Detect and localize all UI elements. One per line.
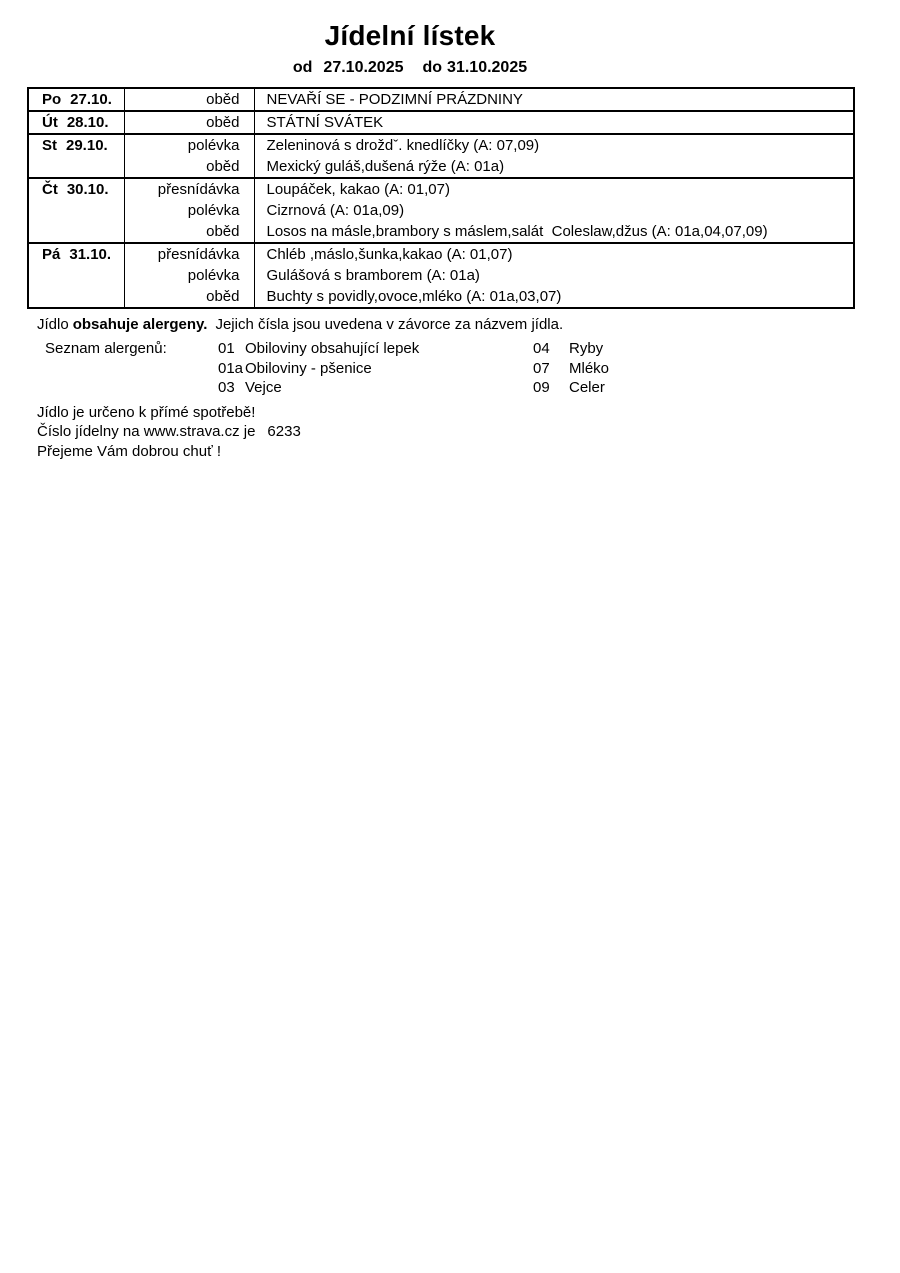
- canteen-number-text: Číslo jídelny na www.strava.cz je: [37, 423, 256, 440]
- meal-row: [28, 221, 854, 243]
- dish-cell: Loupáček, kakao (A: 01,07): [266, 181, 450, 198]
- allergen-note-suffix: Jejich čísla jsou uvedena v závorce za názvem jídla.: [215, 316, 564, 333]
- meal-type-cell: oběd: [124, 221, 254, 243]
- allergen-row: [45, 378, 900, 398]
- meal-row: [28, 156, 854, 178]
- day-date: 31.10.: [69, 246, 112, 263]
- allergen-code: 03: [218, 379, 235, 396]
- meal-type-cell: polévka: [124, 265, 254, 286]
- allergen-note-prefix: Jídlo: [37, 316, 69, 333]
- spacer: [45, 378, 218, 398]
- meal-row: [28, 111, 854, 134]
- meal-type-cell: oběd: [124, 286, 254, 308]
- day-group: [28, 88, 854, 111]
- dish-cell: Gulášová s bramborem (A: 01a): [266, 267, 480, 284]
- meal-row: [28, 265, 854, 286]
- allergen-list-label: Seznam alergenů:: [45, 340, 167, 357]
- allergen-name: Vejce: [245, 379, 282, 396]
- allergen-code: 07: [533, 359, 550, 377]
- day-group: [28, 178, 854, 243]
- day-date: 30.10.: [66, 181, 109, 198]
- allergen-name: Obiloviny - pšenice: [245, 359, 372, 377]
- canteen-number-line: [37, 422, 900, 442]
- dish-cell: Zeleninová s droždˇ. knedlíčky (A: 07,09): [266, 137, 540, 154]
- day-cell: [28, 134, 124, 178]
- allergen-list: [45, 339, 900, 398]
- meal-row: [28, 134, 854, 156]
- date-range: [0, 58, 820, 78]
- meal-type-cell: polévka: [124, 134, 254, 156]
- allergen-name: Mléko: [569, 359, 610, 377]
- meal-type-cell: oběd: [124, 88, 254, 111]
- canteen-number: 6233: [267, 423, 301, 440]
- allergen-code: 01: [218, 340, 235, 357]
- meal-row: [28, 200, 854, 221]
- dish-cell: Cizrnová (A: 01a,09): [266, 202, 405, 219]
- allergen-note-bold: obsahuje alergeny.: [72, 316, 208, 333]
- allergen-name: Ryby: [569, 340, 604, 357]
- day-cell: [28, 243, 124, 308]
- dish-cell: Chléb ,máslo,šunka,kakao (A: 01,07): [266, 246, 513, 263]
- allergen-row: [45, 359, 900, 379]
- day-group: [28, 111, 854, 134]
- meal-type-cell: oběd: [124, 156, 254, 178]
- meal-row: [28, 243, 854, 265]
- meal-row: [28, 178, 854, 200]
- meal-type-cell: přesnídávka: [124, 243, 254, 265]
- day-cell: [28, 88, 124, 111]
- meal-type-cell: přesnídávka: [124, 178, 254, 200]
- day-abbrev: Út: [42, 114, 58, 131]
- date-range-from-label: od: [292, 59, 313, 76]
- day-group: [28, 134, 854, 178]
- day-cell: [28, 111, 124, 134]
- date-range-to-label: do: [422, 59, 443, 76]
- day-abbrev: St: [42, 137, 57, 154]
- allergen-row: [45, 339, 900, 359]
- allergen-name: Celer: [569, 379, 605, 396]
- dish-cell: NEVAŘÍ SE - PODZIMNÍ PRÁZDNINY: [266, 91, 523, 108]
- menu-table: [27, 87, 855, 309]
- page-title: Jídelní lístek: [324, 20, 496, 51]
- dish-cell: Mexický guláš,dušená rýže (A: 01a): [266, 158, 505, 175]
- spacer: [45, 359, 218, 379]
- allergen-note: [37, 315, 900, 334]
- consumption-note: Jídlo je určeno k přímé spotřebě!: [37, 403, 256, 421]
- allergen-code: 09: [533, 379, 550, 396]
- document-header: [0, 0, 820, 78]
- date-range-to-date: 31.10.2025: [447, 59, 528, 76]
- day-cell: [28, 178, 124, 243]
- day-date: 29.10.: [66, 137, 108, 154]
- closing-line: Přejeme Vám dobrou chuť !: [37, 442, 222, 460]
- allergen-name: Obiloviny obsahující lepek: [245, 340, 420, 357]
- footer-notes: [37, 403, 900, 462]
- dish-cell: Buchty s povidly,ovoce,mléko (A: 01a,03,07): [266, 288, 562, 305]
- day-date: 28.10.: [66, 114, 109, 131]
- meal-row: [28, 88, 854, 111]
- allergen-code: 01a: [218, 359, 244, 377]
- allergen-code: 04: [533, 340, 550, 357]
- dish-cell: Losos na másle,brambory s máslem,salát Coleslaw,džus (A: 01a,04,07,09): [266, 223, 768, 240]
- dish-cell: STÁTNÍ SVÁTEK: [266, 114, 384, 131]
- meal-row: [28, 286, 854, 308]
- day-abbrev: Čt: [42, 181, 58, 198]
- meal-type-cell: oběd: [124, 111, 254, 134]
- meal-type-cell: polévka: [124, 200, 254, 221]
- day-abbrev: Pá: [42, 246, 61, 263]
- day-abbrev: Po: [42, 91, 62, 108]
- date-range-from-date: 27.10.2025: [323, 59, 404, 76]
- day-date: 27.10.: [70, 91, 112, 108]
- day-group: [28, 243, 854, 308]
